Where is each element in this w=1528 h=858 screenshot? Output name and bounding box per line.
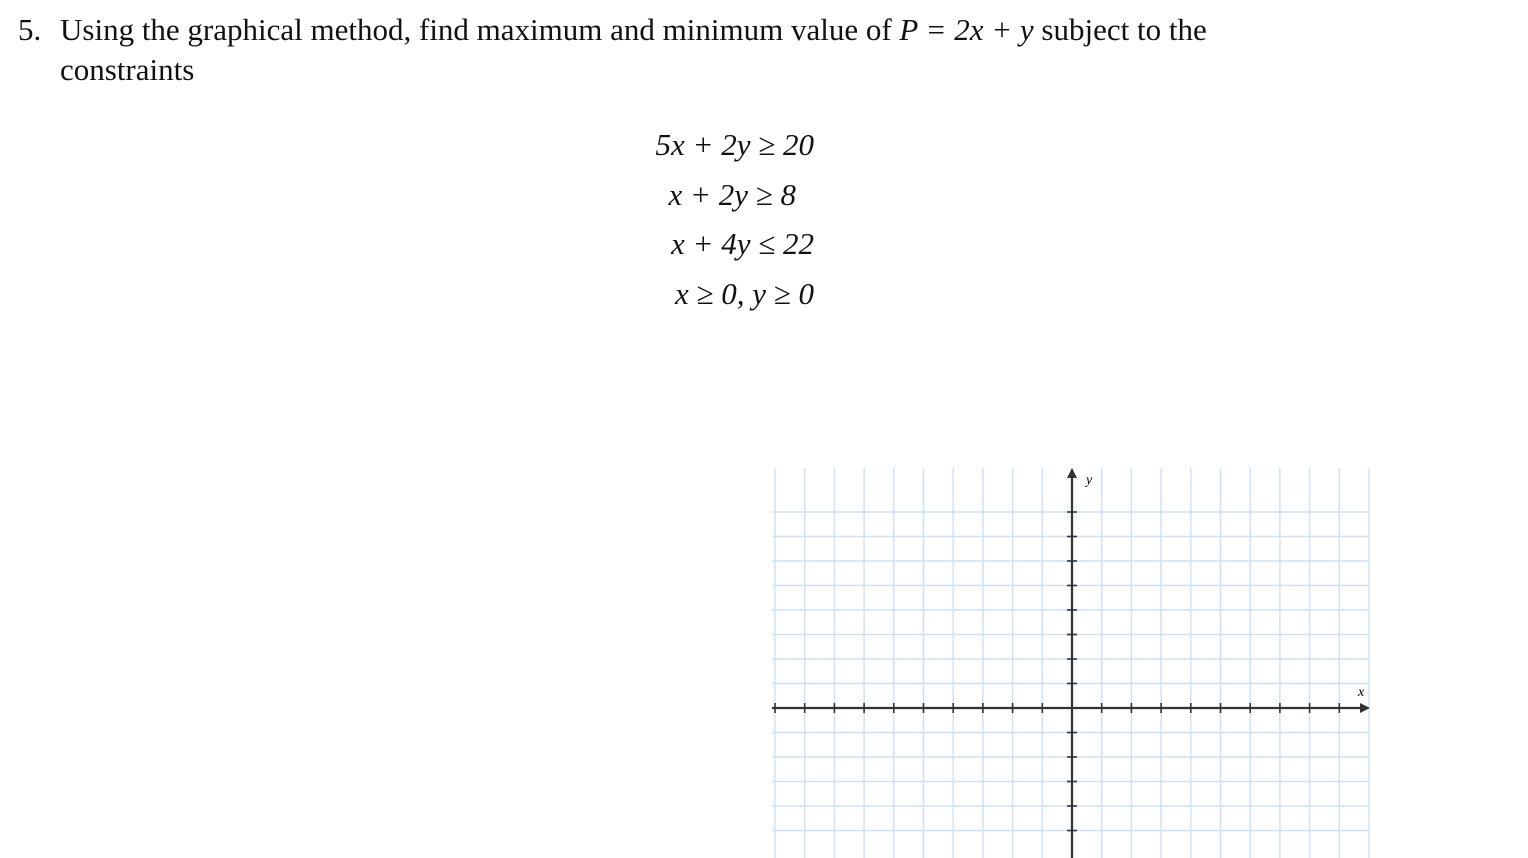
problem-line2: constraints	[60, 52, 195, 87]
constraint-4: x ≥ 0, y ≥ 0	[674, 275, 814, 311]
constraints-block	[560, 120, 880, 318]
problem-line1-suffix: subject to the	[1033, 12, 1207, 47]
constraint-3: x + 4y ≤ 22	[671, 226, 814, 261]
constraint-2: x + 2y ≥ 8	[668, 176, 796, 212]
problem-line1-prefix: Using the graphical method, find maximum and minimum value of	[60, 12, 900, 47]
grid-svg[interactable]	[760, 460, 1380, 858]
problem-text	[60, 10, 1498, 90]
constraint-1: 5x + 2y ≥ 20	[655, 127, 814, 162]
coordinate-grid[interactable]	[760, 460, 1380, 858]
y-axis-label: y	[1086, 473, 1093, 488]
grid-lines	[772, 468, 1369, 858]
problem-number: 5.	[18, 12, 42, 47]
y-axis-arrow-icon	[1067, 468, 1077, 478]
problem-statement	[18, 10, 1498, 90]
objective-function: P = 2x + y	[899, 12, 1034, 47]
x-axis-label: x	[1358, 685, 1365, 700]
